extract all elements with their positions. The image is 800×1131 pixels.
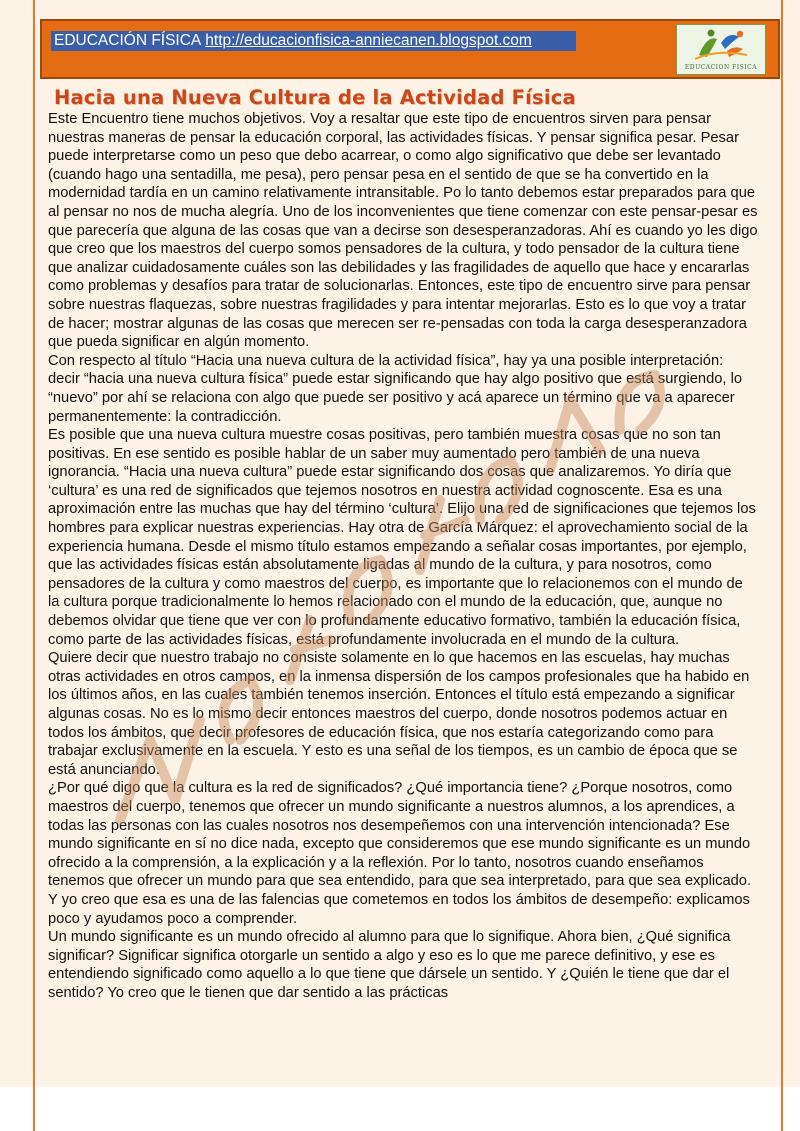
paragraph: Es posible que una nueva cultura muestre cosas positivas, pero también muestra cosas que no son tan positivas. En ese sentido es posible hablar de un saber muy aumentado pero también de una nueva ignorancia. “Hacia una nueva cultura” puede estar significando dos cosas que analizaremos. Yo diría que ‘cultura’ es una red de significados que tejemos nosotros en nuestra actividad cognoscente. Esa es una aproximación entre las muchas que hay del término ‘cultura’. Elijo una red de significaciones que tejemos los hombres para explicar nuestras experiencias. Hay otra de García Márquez: el aprovechamiento social de la experiencia humana. Desde el mismo título estamos empezando a señalar cosas importantes, por ejemplo, que las actividades físicas están absolutamente ligadas al mundo de la cultura, y para nosotros, como pensadores de la cultura y como maestros del cuerpo, es importante que lo relacionemos con el mundo de la cultura porque tradicionalmente lo hemos relacionado con el mundo de la educación, que, aunque no debemos olvidar que tiene que ver con lo profundamente educativo formativo, también la educación física, como parte de las actividades físicas, está profundamente involucrada en el mundo de la cultura. [48,427,756,648]
header-brand: EDUCACIÓN FÍSICA [54,32,202,49]
paragraph: Este Encuentro tiene muchos objetivos. Voy a resaltar que este tipo de encuentros sirven para pensar nuestras maneras de pensar la educación corporal, las actividades físicas. Y pensar significa pesar. Pesar puede interpretarse como un peso que debo acarrear, o como algo significativo que debe ser levantado (cuando hago una sentadilla, me pesa), pero pensar pesa en el sentido de que se ha convertido en la modernidad tardía en un camino relativamente intransitable. Po lo tanto debemos estar preparados para que al pensar no nos de mucha alegría. Uno de los inconvenientes que tiene comenzar con este pensar-pesar es que parecería que alguna de las cosas que van a decirse son desesperanzadoras. Ahí es cuando yo les digo que creo que los maestros del cuerpo somos pensadores de la cultura, y todo pensador de la cultura tiene que analizar cuidadosamente cuáles son las debilidades y las fragilidades de aquello que hace y encararlas como problemas y desafíos para tratar de solucionarlas. Entonces, este tipo de encuentro sirve para pensar sobre nuestras flaquezas, sobre nuestras fragilidades y para intentar mejorarlas. Esto es lo que voy a tratar de hacer; mostrar algunas de las cosas que merecen ser re-pensadas con toda la carga desesperanzadora que pueda significar en algún momento. [48,111,758,351]
paragraph: Un mundo significante es un mundo ofrecido al alumno para que lo signifique. Ahora bien, ¿Qué significa significar? Significar significa otorgarle un sentido a algo y eso es lo que me parece definitivo, y ese es entendiendo significado como aquello a lo que tiene que dársele un sentido. Y ¿Quién le tiene que dar el sentido? Yo creo que le tienen que dar sentido a las prácticas [48,929,731,1001]
paragraph: Con respecto al título “Hacia una nueva cultura de la actividad física”, hay ya una posible interpretación: decir “hacia una nueva cultura física” puede estar significando que hay algo positivo que está surgiendo, lo “nuevo” por ahí se relaciona con algo que puede ser positivo y acá aparece un término que va a aparecer permanentemente: la contradicción. [48,352,743,425]
article-title: Hacia una Nueva Cultura de la Actividad Física [54,86,576,109]
next-page-border [33,1087,783,1131]
header-banner [40,19,780,79]
logo-figures-icon [677,25,765,65]
paragraph: Quiere decir que nuestro trabajo no consiste solamente en lo que hacemos en las escuelas, hay muchas otras actividades en otros campos, en la inmensa dispersión de los campos profesionales que ha habido en los últimos años, en las cuales también tenemos inserción. Entonces el título está empezando a significar algunas cosas. No es lo mismo decir entonces maestros del cuerpo, donde nosotros podemos actuar en todos los ámbitos, que decir profesores de educación física, que nos estaría categorizando como para trabajar exclusivamente en la escuela. Y esto es una señal de los tiempos, es un cambio de época que se está anunciando. [48,650,750,778]
educacion-fisica-logo [676,24,766,75]
header-link-bar [51,31,576,51]
article-body [48,110,758,1003]
logo-caption: EDUCACION FISICA [684,64,758,71]
paragraph: ¿Por qué digo que la cultura es la red de significados? ¿Qué importancia tiene? ¿Porque nosotros, como maestros del cuerpo, tenemos que ofrecer un mundo significante a nuestros alumnos, a los aprendices, a todas las personas con las cuales nosotros nos desempeñemos con una intervención intencionada? Ese mundo significante en sí no dice nada, excepto que consideremos que ese mundo significante es un mundo ofrecido a la comprensión, a la explicación y a la reflexión. Por lo tanto, nosotros cuando enseñamos tenemos que ofrecer un mundo para que sea entendido, para que sea interpretado, para que sea explicado. Y yo creo que esa es una de las falencias que cometemos en todos los ámbitos de desempeño: explicamos poco y ayudamos poco a comprender. [48,780,752,927]
blog-url-link[interactable]: http://educacionfisica-anniecanen.blogspot.com [205,32,532,49]
